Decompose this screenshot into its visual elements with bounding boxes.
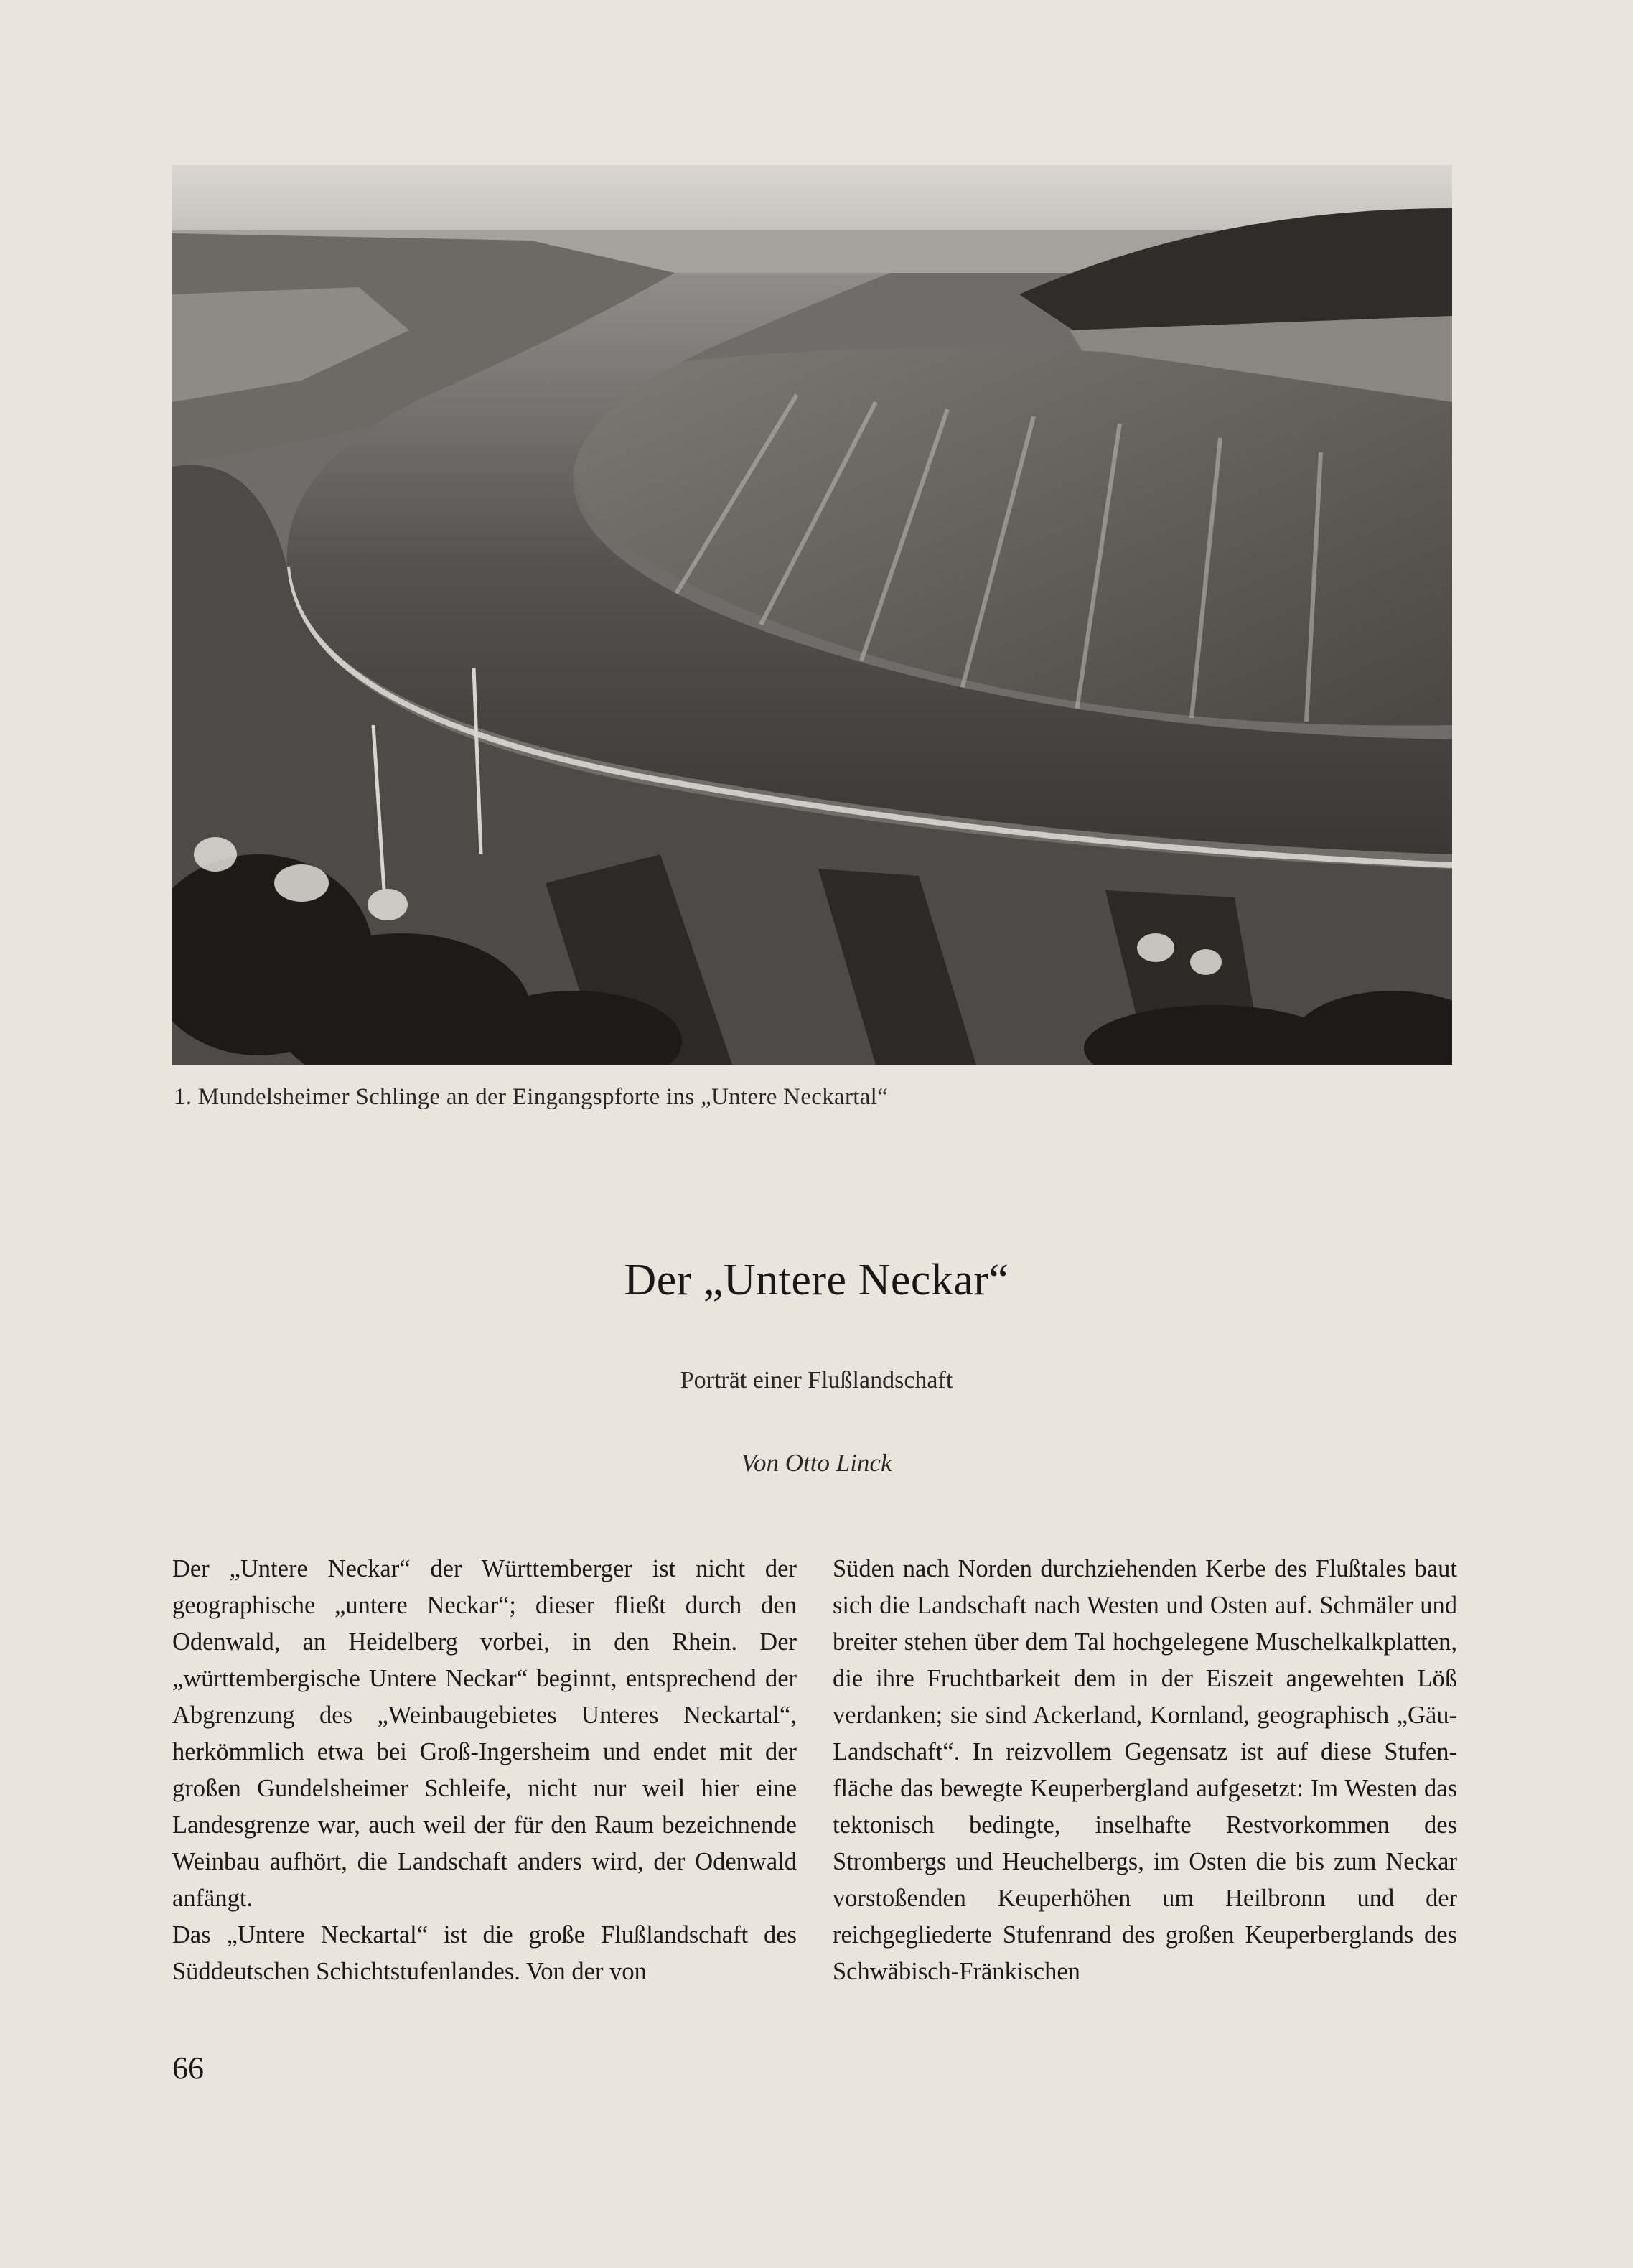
- article-author: Von Otto Linck: [741, 1449, 892, 1477]
- paragraph: Der „Untere Neckar“ der Württemberger ist nicht der geographische „untere Neckar“; dieser fließt durch den Odenwald, an Heidelberg vorbei, in den Rhein. Der „württembergische Untere Neckar“ beginnt, entsprechend der Abgrenzung des „Weinbaugebietes Unteres Neckartal“, herkömmlich etwa bei Groß-Ingersheim und endet mit der großen Gundelsheimer Schleife, nicht nur weil hier eine Landesgrenze war, auch weil der für den Raum bezeichnende Weinbau aufhört, die Landschaft anders wird, der Odenwald anfängt.: [172, 1555, 797, 1912]
- paragraph: Das „Untere Neckartal“ ist die große Flußlandschaft des Süddeutschen Schichtstufenlandes. Von der von: [172, 1921, 797, 1985]
- river-landscape-photo: [172, 165, 1452, 1065]
- page-number: 66: [172, 2050, 204, 2086]
- paragraph: Süden nach Norden durchziehenden Kerbe des Flußtales baut sich die Landschaft nach Westen und Osten auf. Schmäler und breiter stehen über dem Tal hochgelegene Muschelkalkplatten, die ihre Fruchtbarkeit dem in der Eiszeit angewehten Löß verdanken; sie sind Ackerland, Kornland, geographisch „Gäu-Landschaft“. In reizvollem Gegensatz ist auf diese Stufenfläche das bewegte Keuperbergland aufgesetzt: Im Westen das tektonisch bedingte, inselhafte Restvorkommen des Strombergs und Heuchelbergs, im Osten die bis zum Neckar vorstoßenden Keuperhöhen um Heilbronn und der reichgegliederte Stufenrand des großen Keuperberglands des Schwäbisch-Fränkischen: [833, 1555, 1457, 1985]
- river-photo-drawing: [172, 165, 1452, 1065]
- text-column-right: [833, 1551, 1457, 1990]
- photo-caption: 1. Mundelsheimer Schlinge an der Eingangspforte ins „Untere Neckartal“: [174, 1084, 889, 1110]
- text-column-left: [172, 1551, 797, 1990]
- article-title: Der „Untere Neckar“: [624, 1256, 1009, 1305]
- article-subtitle: Porträt einer Flußlandschaft: [680, 1367, 953, 1394]
